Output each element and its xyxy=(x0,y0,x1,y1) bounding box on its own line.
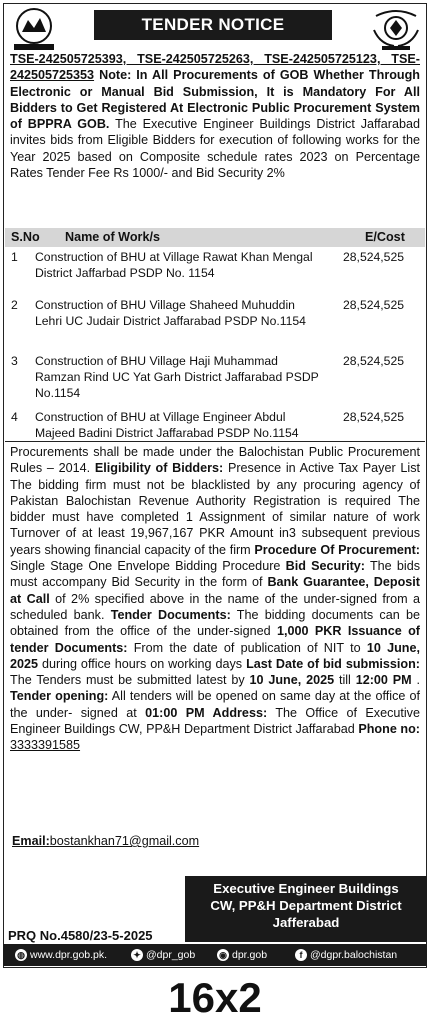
table-row xyxy=(5,250,425,298)
submit-deadline: 10 June, 2025 xyxy=(249,673,335,688)
body-text: Procurements shall be made under the Balochistan Public Procurement Rules – 2014. xyxy=(10,445,420,476)
col-sno: S.No xyxy=(11,230,40,244)
twitter-item[interactable] xyxy=(131,944,195,966)
government-emblem-icon xyxy=(370,6,422,52)
body-text: From the date of publication of NIT to xyxy=(127,640,367,655)
security-form: Bank Guarantee, Deposit at Call xyxy=(10,575,420,606)
address-label: Address: xyxy=(204,705,268,720)
instagram-item[interactable] xyxy=(217,944,267,966)
dpr-logo-icon xyxy=(8,6,60,52)
table-row xyxy=(5,298,425,354)
officer-line: Jafferabad xyxy=(272,915,340,930)
documents-label: Tender Documents: xyxy=(110,607,231,622)
instagram-icon: ◉ xyxy=(217,949,229,961)
ad-size-label: 16x2 xyxy=(168,974,262,1021)
opening-label: Tender opening: xyxy=(10,689,109,704)
estimated-cost: 28,524,525 xyxy=(343,410,404,424)
issuing-officer-block xyxy=(185,876,427,942)
bppra-note: Note: In All Procurements of GOB Whether Through Electronic or Manual Bid Submission, It is Mandatory For All Bidders to Get Registered At Electronic Public Procurement System of BPPRA GOB. xyxy=(10,68,420,132)
tse-numbers: TSE-242505725393, TSE-242505725263, TSE-242505725123, TSE-242505725353 xyxy=(10,52,420,83)
work-name: Construction of BHU at Village Rawat Khan Mengal District Jaffarbad PSDP No. 1154 xyxy=(35,250,313,280)
opening-time: 01:00 PM xyxy=(145,705,205,720)
website-item[interactable] xyxy=(15,944,107,966)
body-text: All tenders will be opened on same day at the office of the under- signed at xyxy=(10,689,420,720)
work-name: Construction of BHU at Village Engineer Abdul Majeed Badini District Jaffarabad PSDP No.1154 xyxy=(35,410,299,440)
row-number: 2 xyxy=(11,298,18,312)
email-label: Email: xyxy=(12,834,50,848)
facebook-icon: f xyxy=(295,949,307,961)
body-text: Single Stage One Envelope Bidding Procedure xyxy=(10,559,286,574)
facebook-item[interactable] xyxy=(295,944,397,966)
col-name: Name of Work/s xyxy=(65,230,160,244)
twitter-handle: @dpr_gob xyxy=(146,949,196,961)
col-cost: E/Cost xyxy=(365,230,405,244)
terms-paragraph xyxy=(10,444,420,754)
work-name: Construction of BHU Village Shaheed Muhuddin Lehri UC Judair District Jaffarabad PSDP No.1154 xyxy=(35,298,306,328)
instagram-handle: dpr.gob xyxy=(232,949,268,961)
works-table-body xyxy=(5,250,425,444)
intro-text: The Executive Engineer Buildings District Jaffarabad invites bids from Eligible Bidders for execution of following works for the Year 2025 based on Composite schedule rates 2023 on Percentage Rates Tender Fee Rs 1000/- and Bid Security 2% xyxy=(10,117,420,181)
table-row xyxy=(5,410,425,444)
globe-icon: ◍ xyxy=(15,949,27,961)
table-row xyxy=(5,354,425,410)
row-number: 4 xyxy=(11,410,18,424)
estimated-cost: 28,524,525 xyxy=(343,354,404,368)
estimated-cost: 28,524,525 xyxy=(343,250,404,264)
website-text: www.dpr.gob.pk. xyxy=(30,949,108,961)
row-number: 1 xyxy=(11,250,18,264)
intro-paragraph xyxy=(10,51,420,181)
submit-time: 12:00 PM xyxy=(355,673,412,688)
body-text: till xyxy=(334,673,356,688)
prq-number: PRQ No.4580/23-5-2025 xyxy=(8,928,153,943)
officer-line: Executive Engineer Buildings xyxy=(213,881,399,896)
phone-label: Phone no: xyxy=(358,722,421,737)
row-number: 3 xyxy=(11,354,18,368)
header xyxy=(8,6,422,52)
facebook-handle: @dgpr.balochistan xyxy=(310,949,398,961)
security-label: Bid Security: xyxy=(285,559,365,574)
last-date-label: Last Date of bid submission: xyxy=(246,656,420,671)
procedure-label: Procedure Of Procurement: xyxy=(254,542,420,557)
social-footer xyxy=(3,944,427,966)
email-link[interactable]: bostankhan71@gmail.com xyxy=(49,834,200,848)
issuance-label: 1,000 PKR Issuance of tender Documents: xyxy=(10,624,420,655)
works-table-header xyxy=(5,228,425,247)
email-line xyxy=(12,834,199,848)
phone-number: 3333391585 xyxy=(10,738,81,753)
eligibility-label: Eligibility of Bidders: xyxy=(94,461,224,476)
body-text: The bids must accompany Bid Security in the form of xyxy=(10,559,420,590)
twitter-icon: ✦ xyxy=(131,949,143,961)
body-text: The Office of Executive Engineer Buildings CW, PP&H Department District Jaffarabad xyxy=(10,705,420,737)
body-text: of 2% specified above in the name of the under-signed from a scheduled bank. xyxy=(10,591,420,622)
estimated-cost: 28,524,525 xyxy=(343,298,404,312)
issue-date: 10 June, 2025 xyxy=(10,640,421,671)
officer-line: CW, PP&H Department District xyxy=(210,898,402,913)
body-text: during office hours on working days xyxy=(38,656,247,671)
notice-title: TENDER NOTICE xyxy=(94,10,332,40)
body-text: . xyxy=(411,673,421,688)
work-name: Construction of BHU Village Haji Muhammad Ramzan Rind UC Yat Garh District Jaffarabad PSDP No.1154 xyxy=(35,354,319,400)
section-divider xyxy=(5,441,425,442)
body-text: The Tenders must be submitted latest by xyxy=(10,673,250,688)
body-text: The bidding documents can be obtained from the office of the under-signed xyxy=(10,607,420,639)
body-text: Presence in Active Tax Payer List The bidding firm must not be blacklisted by any procuring agency of Pakistan Balochistan Revenue Authority Registration is required The bidder must have completed 1 Assignment of similar nature of work Turnover of at least 19,967,167 PKR Amount in3 subsequent previous years showing financial capacity of the firm xyxy=(10,461,420,557)
